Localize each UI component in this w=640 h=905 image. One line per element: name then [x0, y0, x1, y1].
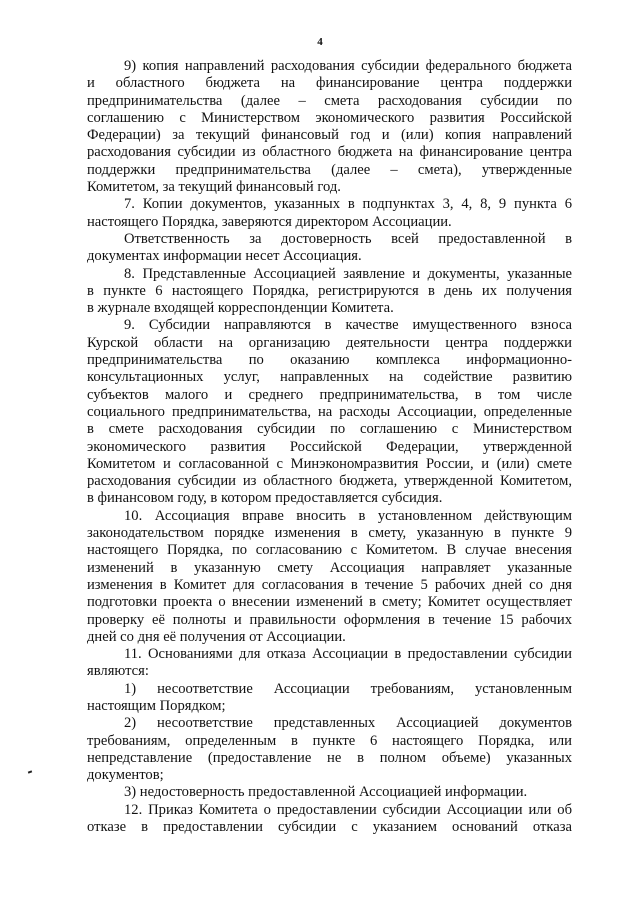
text-line: 2) несоответствие представленных Ассоциацией документов	[124, 715, 572, 732]
text-line: 12. Приказ Комитета о предоставлении субсидии Ассоциации или об	[124, 801, 572, 818]
scan-artifact-mark	[28, 770, 32, 773]
text-line: 11. Основаниями для отказа Ассоциации в предоставлении субсидии	[124, 646, 572, 663]
text-line: документов;	[87, 767, 164, 784]
text-line: настоящего Порядка, заверяются директором Ассоциации.	[87, 213, 452, 230]
text-line: в пункте 6 настоящего Порядка, регистрируются в день их получения	[87, 282, 572, 299]
text-line: 1) несоответствие Ассоциации требованиям, установленным	[124, 680, 572, 697]
text-line: предпринимательства по оказанию комплекса информационно-	[87, 352, 572, 369]
text-line: Федерации) за текущий финансовый год и (или) копия направлений	[87, 127, 572, 144]
text-line: и областного бюджета на финансирование центра поддержки	[87, 75, 572, 92]
text-line: Комитетом и согласованной с Минэкономразвития России, и (или) смете	[87, 455, 572, 472]
text-line: 10. Ассоциация вправе вносить в установленном действующим	[124, 507, 572, 524]
text-line: документах информации несет Ассоциация.	[87, 248, 362, 265]
text-line: отказе в предоставлении субсидии с указанием оснований отказа	[87, 819, 572, 836]
text-line: соглашению с Министерством экономического развития Российской	[87, 109, 572, 126]
page-number: 4	[317, 36, 323, 48]
text-line: настоящим Порядком;	[87, 697, 226, 714]
text-line: в смете расходования субсидии по соглашению с Министерством	[87, 421, 572, 438]
text-line: настоящего Порядка, по согласованию с Комитетом. В случае внесения	[87, 542, 572, 559]
text-line: являются:	[87, 663, 149, 680]
text-line: требованиям, определенным в пункте 6 настоящего Порядка, или	[87, 732, 572, 749]
text-line: изменения в Комитет для согласования в течение 5 рабочих дней со дня	[87, 576, 572, 593]
text-line: подготовки проекта о внесении изменений в смету; Комитет осуществляет	[87, 594, 572, 611]
text-line: проверку её полноты и правильности оформления в течение 15 рабочих	[87, 611, 572, 628]
text-line: субъектов малого и среднего предпринимательства, в том числе	[87, 386, 572, 403]
text-line: 8. Представленные Ассоциацией заявление и документы, указанные	[124, 265, 572, 282]
text-line: поддержки предпринимательства (далее – смета), утвержденные	[87, 161, 572, 178]
text-line: 9) копия направлений расходования субсидии федерального бюджета	[124, 58, 572, 74]
text-line: 7. Копии документов, указанных в подпунктах 3, 4, 8, 9 пункта 6	[124, 196, 572, 213]
text-line: изменений в указанную смету Ассоциация направляет указанные	[87, 559, 572, 576]
text-line: дней со дня её получения от Ассоциации.	[87, 628, 346, 645]
text-line: законодательством порядке изменения в смету, указанную в пункте 9	[87, 525, 572, 542]
text-line: предпринимательства (далее – смета расходования субсидии по	[87, 92, 572, 109]
text-line: 9. Субсидии направляются в качестве имущественного взноса	[124, 317, 572, 334]
text-line: 3) недостоверность предоставленной Ассоциацией информации.	[124, 784, 528, 801]
text-line: консультационных услуг, направленных на содействие развитию	[87, 369, 572, 386]
text-line: экономического развития Российской Федерации, утвержденной	[87, 438, 572, 455]
text-line: социального предпринимательства, на расходы Ассоциации, определенные	[87, 403, 572, 420]
text-line: Комитетом, за текущий финансовый год.	[87, 179, 341, 196]
document-body	[87, 58, 572, 836]
text-line: Ответственность за достоверность всей предоставленной в	[124, 230, 572, 247]
text-line: Курской области на организацию деятельности центра поддержки	[87, 334, 572, 351]
text-line: непредставление (предоставление не в полном объеме) указанных	[87, 749, 572, 766]
text-line: расходования субсидии из областного бюджета на финансирование центра	[87, 144, 572, 161]
text-line: в журнале входящей корреспонденции Комитета.	[87, 300, 394, 317]
text-line: в финансовом году, в котором предоставляется субсидия.	[87, 490, 443, 507]
text-line: расходования субсидии из областного бюджета, утвержденной Комитетом,	[87, 473, 572, 490]
